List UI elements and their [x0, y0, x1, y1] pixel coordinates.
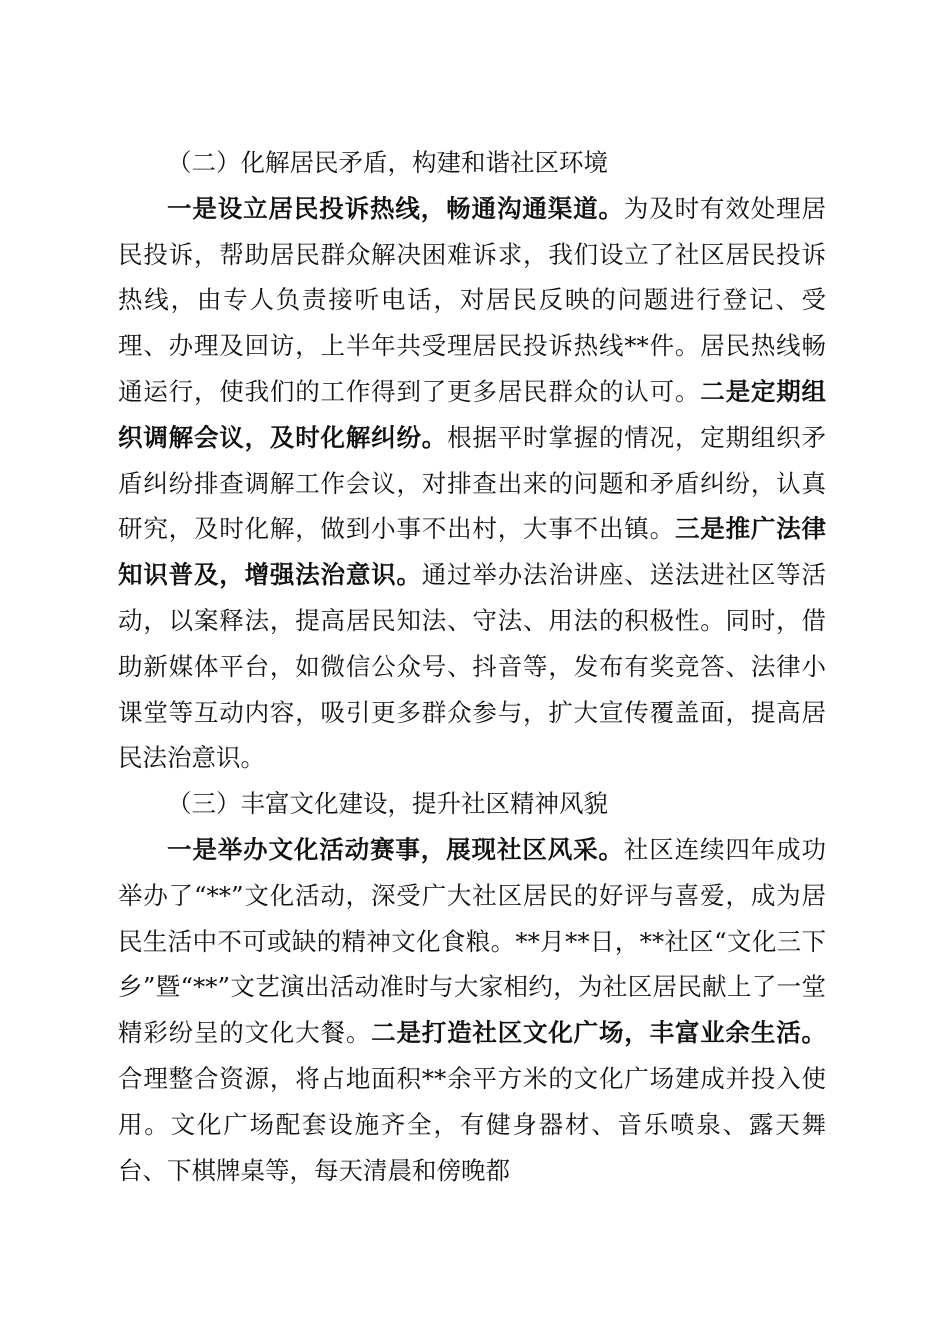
lead-sentence-2: 二是定期组织调解会议，及时化解纠纷。 — [118, 376, 827, 452]
paragraph-section2 — [118, 186, 826, 781]
body-text-5: 合理整合资源，将占地面积**余平方米的文化广场建成并投入使用。文化广场配套设施齐全，有健身器材、音乐喷泉、露天舞台、下棋牌桌等，每天清晨和傍晚都 — [118, 1063, 826, 1185]
lead-sentence-3: 三是推广法律知识普及，增强法治意识。 — [118, 514, 827, 590]
body-text-2: 根据平时掌握的情况，定期组织矛盾纠纷排查调解工作会议，对排查出来的问题和矛盾纠纷，认真研究，及时化解，做到小事不出村，大事不出镇。 — [118, 422, 826, 544]
body-text-4: 社区连续四年成功举办了“**”文化活动，深受广大社区居民的好评与喜爱，成为居民生活中不可或缺的精神文化食粮。**月**日，**社区“文化三下乡”暨“**”文艺演出活动准时与大家相约，为社区居民献上了一堂精彩纷呈的文化大餐。 — [118, 834, 827, 1048]
document-body — [118, 140, 826, 1193]
paragraph-section3 — [118, 827, 826, 1193]
lead-sentence-4: 一是举办文化活动赛事，展现社区风采。 — [167, 834, 624, 864]
section-heading-3: （三）丰富文化建设，提升社区精神风貌 — [167, 789, 608, 819]
section-heading-2: （二）化解居民矛盾，构建和谐社区环境 — [167, 148, 608, 177]
body-text-3: 通过举办法治讲座、送法进社区等活动，以案释法，提高居民知法、守法、用法的积极性。同时，借助新媒体平台，如微信公众号、抖音等，发布有奖竞答、法律小课堂等互动内容，吸引更多群众参与，扩大宣传覆盖面，提高居民法治意识。 — [118, 560, 827, 773]
lead-sentence-5: 二是打造社区文化广场，丰富业余生活。 — [371, 1018, 827, 1048]
lead-sentence-1: 一是设立居民投诉热线，畅通沟通渠道。 — [167, 193, 624, 223]
body-text-1: 为及时有效处理居民投诉，帮助居民群众解决困难诉求，我们设立了社区居民投诉热线，由专人负责接听电话，对居民反映的问题进行登记、受理、办理及回访，上半年共受理居民投诉热线**件。居民热线畅通运行，使我们的工作得到了更多居民群众的认可。 — [118, 193, 827, 406]
